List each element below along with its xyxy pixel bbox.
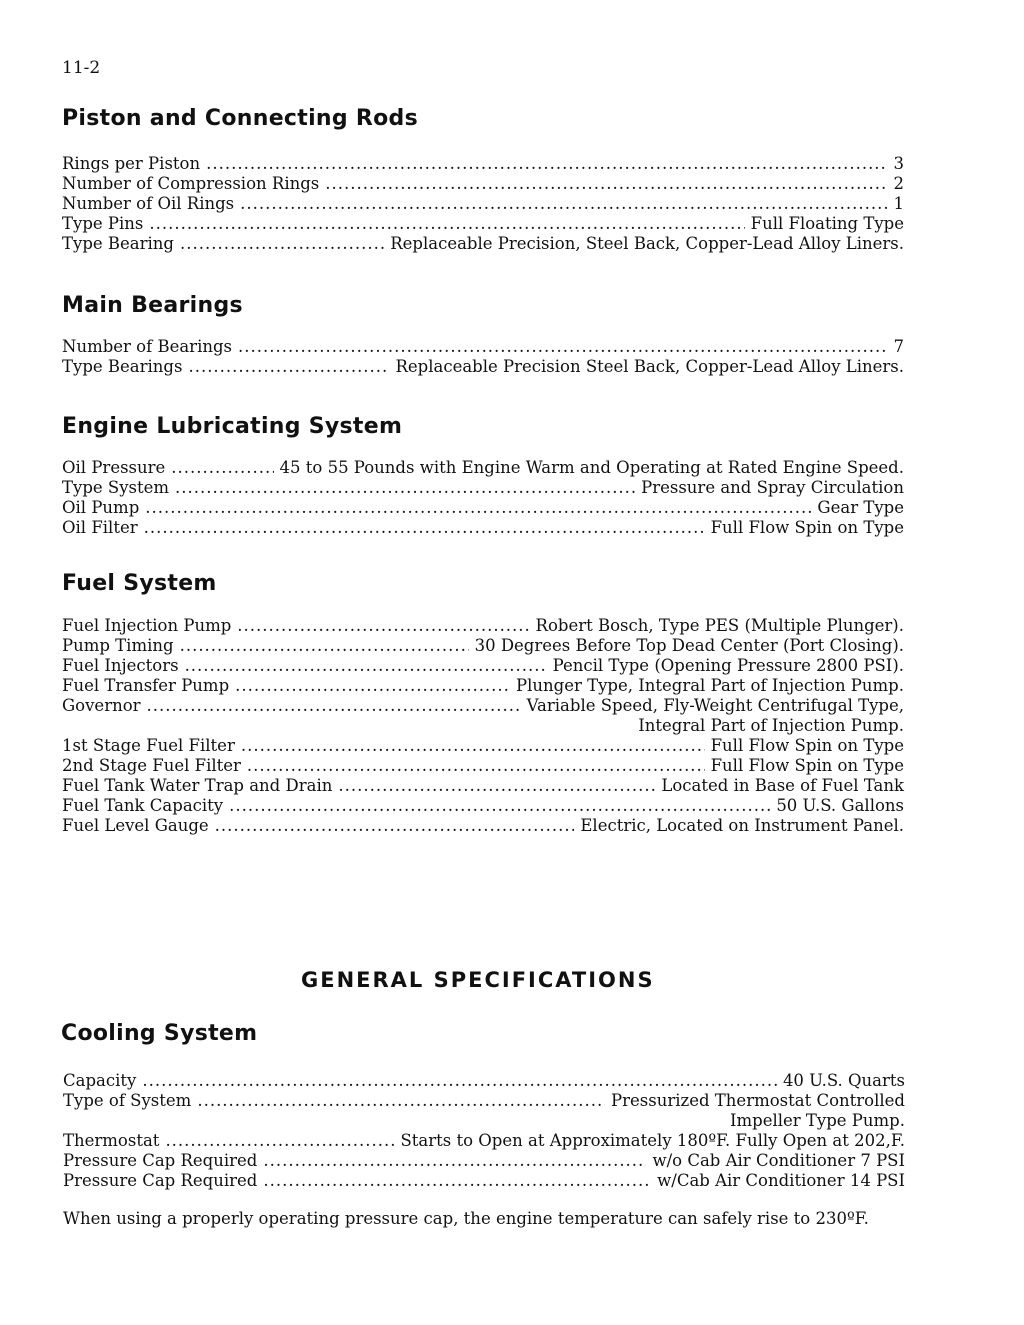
spec-value: Full Flow Spin on Type (710, 518, 904, 537)
spec-row (62, 357, 904, 377)
leader-dots (237, 616, 529, 636)
spec-value: Replaceable Precision Steel Back, Copper-Lead Alloy Liners. (395, 357, 904, 376)
leader-dots (263, 1171, 651, 1191)
spec-label: Fuel Transfer Pump (62, 676, 230, 695)
spec-value: Starts to Open at Approximately 180ºF. Fully Open at 202,F. (400, 1131, 905, 1150)
spec-value: w/Cab Air Conditioner 14 PSI (657, 1171, 905, 1190)
spec-row (62, 214, 904, 234)
spec-row (63, 1171, 905, 1191)
leader-dots (145, 498, 811, 518)
spec-row (62, 736, 904, 756)
spec-label: Rings per Piston (62, 154, 201, 173)
spec-row (63, 1071, 905, 1091)
spec-value: 30 Degrees Before Top Dead Center (Port Closing). (474, 636, 904, 655)
spec-row (62, 636, 904, 656)
spec-label: Fuel Injection Pump (62, 616, 232, 635)
spec-value: w/o Cab Air Conditioner 7 PSI (652, 1151, 905, 1170)
section-heading-main-bearings: Main Bearings (62, 293, 243, 318)
spec-value: 7 (893, 337, 904, 356)
spec-value: Located in Base of Fuel Tank (661, 776, 904, 795)
spec-row (63, 1151, 905, 1171)
spec-value: 50 U.S. Gallons (776, 796, 904, 815)
spec-list-main-bearings (62, 337, 904, 377)
spec-value: Full Floating Type (750, 214, 904, 233)
spec-row-continuation (63, 1111, 905, 1131)
spec-label: Type Pins (62, 214, 144, 233)
leader-dots (144, 518, 705, 538)
spec-row (62, 337, 904, 357)
leader-dots (197, 1091, 605, 1111)
leader-dots (215, 816, 575, 836)
leader-dots (147, 696, 521, 716)
spec-label: Type Bearing (62, 234, 174, 253)
spec-row (62, 194, 904, 214)
spec-value: Impeller Type Pump. (729, 1111, 905, 1130)
spec-row (62, 498, 904, 518)
section-heading-lubrication: Engine Lubricating System (62, 414, 403, 439)
spec-label: Thermostat (63, 1131, 160, 1150)
spec-value: Full Flow Spin on Type (710, 736, 904, 755)
spec-row-continuation (62, 716, 904, 736)
spec-value: Robert Bosch, Type PES (Multiple Plunger). (535, 616, 904, 635)
leader-dots (180, 636, 469, 656)
leader-dots (338, 776, 655, 796)
section-heading-cooling: Cooling System (61, 1021, 258, 1046)
spec-label: Capacity (63, 1071, 137, 1090)
spec-row (62, 676, 904, 696)
spec-label: Oil Filter (62, 518, 138, 537)
page-number: 11-2 (62, 58, 101, 78)
spec-label: Fuel Tank Capacity (62, 796, 224, 815)
spec-value: Variable Speed, Fly-Weight Centrifugal Type, (526, 696, 904, 715)
spec-label: Oil Pump (62, 498, 140, 517)
spec-row (62, 796, 904, 816)
spec-label: Pressure Cap Required (63, 1151, 258, 1170)
leader-dots (180, 234, 384, 254)
leader-dots (241, 736, 705, 756)
spec-row (62, 756, 904, 776)
spec-label: Type System (62, 478, 170, 497)
spec-label: Governor (62, 696, 141, 715)
spec-value: Electric, Located on Instrument Panel. (580, 816, 904, 835)
page-title: GENERAL SPECIFICATIONS (301, 968, 655, 992)
leader-dots (175, 478, 635, 498)
cooling-note: When using a properly operating pressure cap, the engine temperature can safely rise to 230ºF. (63, 1209, 869, 1228)
spec-value: 1 (893, 194, 904, 213)
leader-dots (206, 154, 887, 174)
spec-label: Number of Compression Rings (62, 174, 320, 193)
section-heading-piston: Piston and Connecting Rods (62, 106, 418, 131)
leader-dots (165, 1131, 394, 1151)
spec-value: 2 (893, 174, 904, 193)
spec-list-fuel (62, 616, 904, 836)
spec-row (62, 154, 904, 174)
spec-label: Type of System (63, 1091, 192, 1110)
spec-label: 1st Stage Fuel Filter (62, 736, 235, 755)
spec-value: Replaceable Precision, Steel Back, Copper-Lead Alloy Liners. (390, 234, 904, 253)
spec-label: Number of Bearings (62, 337, 233, 356)
spec-row (62, 696, 904, 716)
spec-list-lubrication (62, 458, 904, 538)
spec-label: Fuel Injectors (62, 656, 179, 675)
spec-row (62, 518, 904, 538)
spec-row (62, 656, 904, 676)
spec-label: Pressure Cap Required (63, 1171, 258, 1190)
leader-dots (149, 214, 744, 234)
leader-dots (185, 656, 547, 676)
spec-value: 45 to 55 Pounds with Engine Warm and Operating at Rated Engine Speed. (279, 458, 904, 477)
spec-value: Pencil Type (Opening Pressure 2800 PSI). (552, 656, 904, 675)
spec-row (63, 1131, 905, 1151)
spec-row (62, 478, 904, 498)
spec-label: Oil Pressure (62, 458, 166, 477)
spec-value: Plunger Type, Integral Part of Injection Pump. (516, 676, 904, 695)
leader-dots (235, 676, 510, 696)
spec-label: 2nd Stage Fuel Filter (62, 756, 241, 775)
spec-row (62, 234, 904, 254)
spec-label: Fuel Level Gauge (62, 816, 209, 835)
spec-value: Integral Part of Injection Pump. (638, 716, 904, 735)
spec-value: Pressurized Thermostat Controlled (611, 1091, 905, 1110)
spec-list-piston (62, 154, 904, 254)
spec-row (62, 816, 904, 836)
spec-value: Full Flow Spin on Type (710, 756, 904, 775)
spec-value: 40 U.S. Quarts (782, 1071, 905, 1090)
spec-list-cooling (63, 1071, 905, 1191)
leader-dots (263, 1151, 646, 1171)
spec-value: 3 (893, 154, 904, 173)
leader-dots (171, 458, 273, 478)
spec-label: Pump Timing (62, 636, 174, 655)
spec-label: Fuel Tank Water Trap and Drain (62, 776, 333, 795)
spec-row (62, 776, 904, 796)
spec-value: Pressure and Spray Circulation (641, 478, 904, 497)
spec-row (62, 174, 904, 194)
spec-label: Type Bearings (62, 357, 183, 376)
section-heading-fuel: Fuel System (62, 571, 217, 596)
spec-row (62, 458, 904, 478)
leader-dots (238, 337, 887, 357)
leader-dots (247, 756, 705, 776)
leader-dots (142, 1071, 777, 1091)
leader-dots (240, 194, 887, 214)
spec-row (63, 1091, 905, 1111)
leader-dots (188, 357, 389, 377)
spec-label: Number of Oil Rings (62, 194, 235, 213)
leader-dots (229, 796, 770, 816)
leader-dots (325, 174, 887, 194)
spec-row (62, 616, 904, 636)
spec-value: Gear Type (817, 498, 904, 517)
